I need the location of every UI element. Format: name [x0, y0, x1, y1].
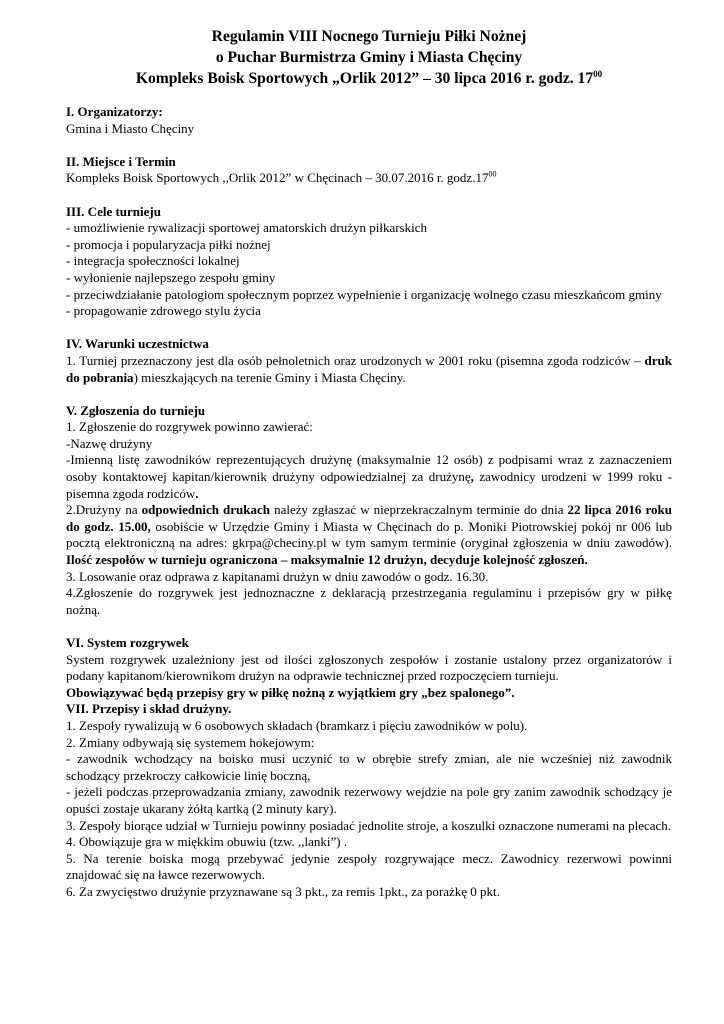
list-item: - zawodnik wchodzący na boisko musi uczynić to w obrębie strefy zmian, ale nie wcześniej niż zawodnik schodzący przekroczy całkowicie linię boczną,: [66, 751, 672, 783]
list-item: - wyłonienie najlepszego zespołu gminy: [66, 269, 276, 285]
section-tournament-system: [66, 635, 672, 701]
list-item: - propagowanie zdrowego stylu życia: [66, 303, 261, 319]
section-heading: VI. System rozgrywek: [66, 635, 189, 650]
list-item: 3. Zespoły biorące udział w Turnieju powinny posiadać jednolite stroje, a koszulki oznaczone numerami na plecach.: [66, 817, 672, 833]
list-item: 4. Obowiązuje gra w miękkim obuwiu (tzw. ,,lanki”) .: [66, 834, 348, 850]
section-heading: III. Cele turnieju: [66, 203, 161, 219]
title-line-2: o Puchar Burmistrza Gminy i Miasta Chęciny: [215, 49, 523, 66]
title-line-1: Regulamin VIII Nocnego Turnieju Piłki Nożnej: [211, 28, 527, 45]
list-item: 6. Za zwycięstwo drużynie przyznawane są 3 pkt., za remis 1pkt., za porażkę 0 pkt.: [66, 883, 500, 899]
paragraph: Kompleks Boisk Sportowych ,,Orlik 2012” w Chęcinach – 30.07.2016 r. $godz.17^{00}$: [66, 170, 497, 186]
section-heading: VII. Przepisy i skład drużyny.: [66, 701, 232, 717]
paragraph: System rozgrywek uzależniony jest od ilości zgłoszonych zespołów i zostanie ustalony przez organizatorów i podany kapitanom/kierownikom drużyn na odprawie technicznej przed rozpoczęciem turnieju.: [66, 651, 672, 684]
section-heading: IV. Warunki uczestnictwa: [66, 336, 209, 352]
paragraph: 2.Drużyny na odpowiednich drukach należy zgłaszać w nieprzekraczalnym terminie do dnia 22 lipca 2016 roku do godz. 15.00, osobiście w Urzędzie Gminy i Miasta w Chęcinach do p. Moniki Piotrowskiej pokój nr 006 lub pocztą elektroniczną na adres: gkrpa@checiny.pl w tym samym terminie (oryginał zgłoszenia w dniu zawodów). Ilość zespołów w turnieju ograniczona – maksymalnie 12 drużyn, decyduje kolejność zgłoszeń.: [66, 502, 672, 568]
list-item: - promocja i popularyzacja piłki nożnej: [66, 236, 271, 252]
section-heading: V. Zgłoszenia do turnieju: [66, 402, 206, 418]
rules-note: Obowiązywać będą przepisy gry w piłkę nożną z wyjątkiem gry „bez spalonego”.: [66, 684, 515, 700]
list-item: 2. Zmiany odbywają się systemem hokejowym:: [66, 734, 315, 750]
section-rules: [66, 701, 672, 900]
list-item: 1. Zespoły rywalizują w 6 osobowych składach (bramkarz i pięciu zawodników w polu).: [66, 717, 528, 733]
paragraph: 1. Turniej przeznaczony jest dla osób pełnoletnich oraz urodzonych w 2001 roku (pisemna zgoda rodziców – druk do pobrania) mieszkających na terenie Gminy i Miasta Chęciny.: [66, 352, 672, 385]
paragraph: -Imienną listę zawodników reprezentujących drużynę (maksymalnie 12 osób) z podpisami wraz z zaznaczeniem osoby kontaktowej kapitan/kierownik drużyny odpowiedzialnej za drużynę, zawodnicy urodzeni w 1999 roku - pisemna zgoda rodziców.: [66, 452, 672, 501]
section-organizers: [66, 104, 672, 137]
list-item: - integracja społeczności lokalnej: [66, 253, 240, 269]
section-registration: [66, 403, 672, 619]
list-item: - przeciwdziałanie patologiom społecznym poprzez wypełnienie i organizację wolnego czasu mieszkańcom gminy: [66, 286, 662, 302]
section-participation: [66, 336, 672, 386]
list-item: - jeżeli podczas przeprowadzania zmiany, zawodnik rezerwowy wejdzie na pole gry zanim zawodnik schodzący je opuści zostaje ukarany żółtą kartką (2 minuty kary).: [66, 784, 672, 816]
paragraph: Gmina i Miasto Chęciny: [66, 120, 195, 136]
title-line-3: Kompleks Boisk Sportowych „Orlik 2012” – 30 lipca 2016 r. godz. $17^{00}$: [135, 68, 603, 87]
document-page: [66, 26, 672, 901]
section-heading: II. Miejsce i Termin: [66, 153, 176, 169]
paragraph: -Nazwę drużyny: [66, 435, 153, 451]
list-item: - umożliwienie rywalizacji sportowej amatorskich drużyn piłkarskich: [66, 220, 427, 236]
document-body: [66, 104, 672, 901]
section-place-date: [66, 154, 672, 187]
paragraph: 3. Losowanie oraz odprawa z kapitanami drużyn w dniu zawodów o godz. 16.30.: [66, 568, 489, 584]
paragraph: 1. Zgłoszenie do rozgrywek powinno zawierać:: [66, 419, 313, 435]
section-goals: [66, 204, 672, 320]
section-heading: I. Organizatorzy:: [66, 104, 163, 119]
list-item: 5. Na terenie boiska mogą przebywać jedynie zespoły rozgrywające mecz. Zawodnicy rezerwowi powinni znajdować się na ławce rezerwowych.: [66, 850, 672, 883]
paragraph: 4.Zgłoszenie do rozgrywek jest jednoznaczne z deklaracją przestrzegania regulaminu i przepisów gry w piłkę nożną.: [66, 585, 672, 617]
document-title: [66, 26, 672, 89]
